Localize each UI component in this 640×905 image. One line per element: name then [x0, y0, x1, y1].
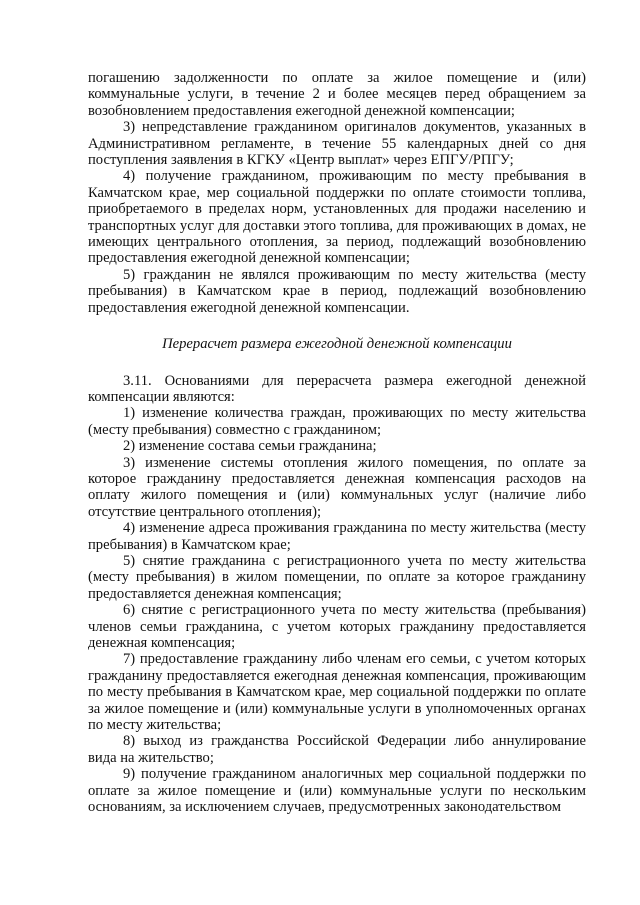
- section-heading: Перерасчет размера ежегодной денежной компенсации: [162, 336, 512, 353]
- paragraph-3-11: 3.11. Основаниями для перерасчета размера ежегодной денежной компенсации являются:: [88, 372, 586, 405]
- recalc-item-4: 4) изменение адреса проживания гражданина по месту жительства (месту пребывания) в Камчатском крае;: [88, 520, 586, 553]
- recalc-item-6: 6) снятие с регистрационного учета по месту жительства (пребывания) членов семьи гражданина, с учетом которых гражданину предоставляется денежная компенсация;: [88, 602, 586, 651]
- paragraph-item-4: 4) получение гражданином, проживающим по месту пребывания в Камчатском крае, мер социальной поддержки по оплате стоимости топлива, приобретаемого в пределах норм, установленных для продажи населению и транспортных услуг для доставки этого топлива, для проживающих в домах, не имеющих центрального отопления, за период, подлежащий возобновлению предоставления ежегодной денежной компенсации;: [88, 168, 586, 267]
- recalc-item-2: 2) изменение состава семьи гражданина;: [123, 438, 377, 455]
- recalc-item-5: 5) снятие гражданина с регистрационного учета по месту жительства (месту пребывания) в жилом помещении, по оплате за которое гражданину предоставляется денежная компенсация;: [88, 552, 586, 602]
- recalc-item-7: 7) предоставление гражданину либо членам его семьи, с учетом которых гражданину предоставляется ежегодная денежная компенсация, проживающим по месту пребывания в Камчатском крае, мер социальной поддержки по оплате за жилое помещение и (или) коммунальные услуги в уполномоченных органах по месту жительства;: [88, 651, 586, 734]
- document-body: [88, 70, 586, 815]
- recalc-item-3: 3) изменение системы отопления жилого помещения, по оплате за которое гражданину предоставляется денежная компенсация расходов на оплату жилого помещения и (или) коммунальных услуг (наличие либо отсутствие центрального отопления);: [88, 454, 586, 520]
- paragraph-item-5: 5) гражданин не являлся проживающим по месту жительства (месту пребывания) в Камчатском крае в период, подлежащий возобновлению предоставления ежегодной денежной компенсации.: [88, 266, 586, 316]
- recalc-item-9: 9) получение гражданином аналогичных мер социальной поддержки по оплате за жилое помещение и (или) коммунальные услуги по нескольким основаниям, за исключением случаев, предусмотренных законодательством: [88, 766, 586, 816]
- recalc-item-1: 1) изменение количества граждан, проживающих по месту жительства (месту пребывания) совместно с гражданином;: [88, 405, 586, 438]
- paragraph-item-3: 3) непредставление гражданином оригиналов документов, указанных в Административном регламенте, в течение 55 календарных дней со дня поступления заявления в КГКУ «Центр выплат» через ЕПГУ/РПГУ;: [88, 119, 586, 169]
- recalc-item-8: 8) выход из гражданства Российской Федерации либо аннулирование вида на жительство;: [88, 733, 586, 766]
- paragraph-continuation: погашению задолженности по оплате за жилое помещение и (или) коммунальные услуги, в течение 2 и более месяцев перед обращением за возобновлением предоставления ежегодной денежной компенсации;: [88, 70, 586, 119]
